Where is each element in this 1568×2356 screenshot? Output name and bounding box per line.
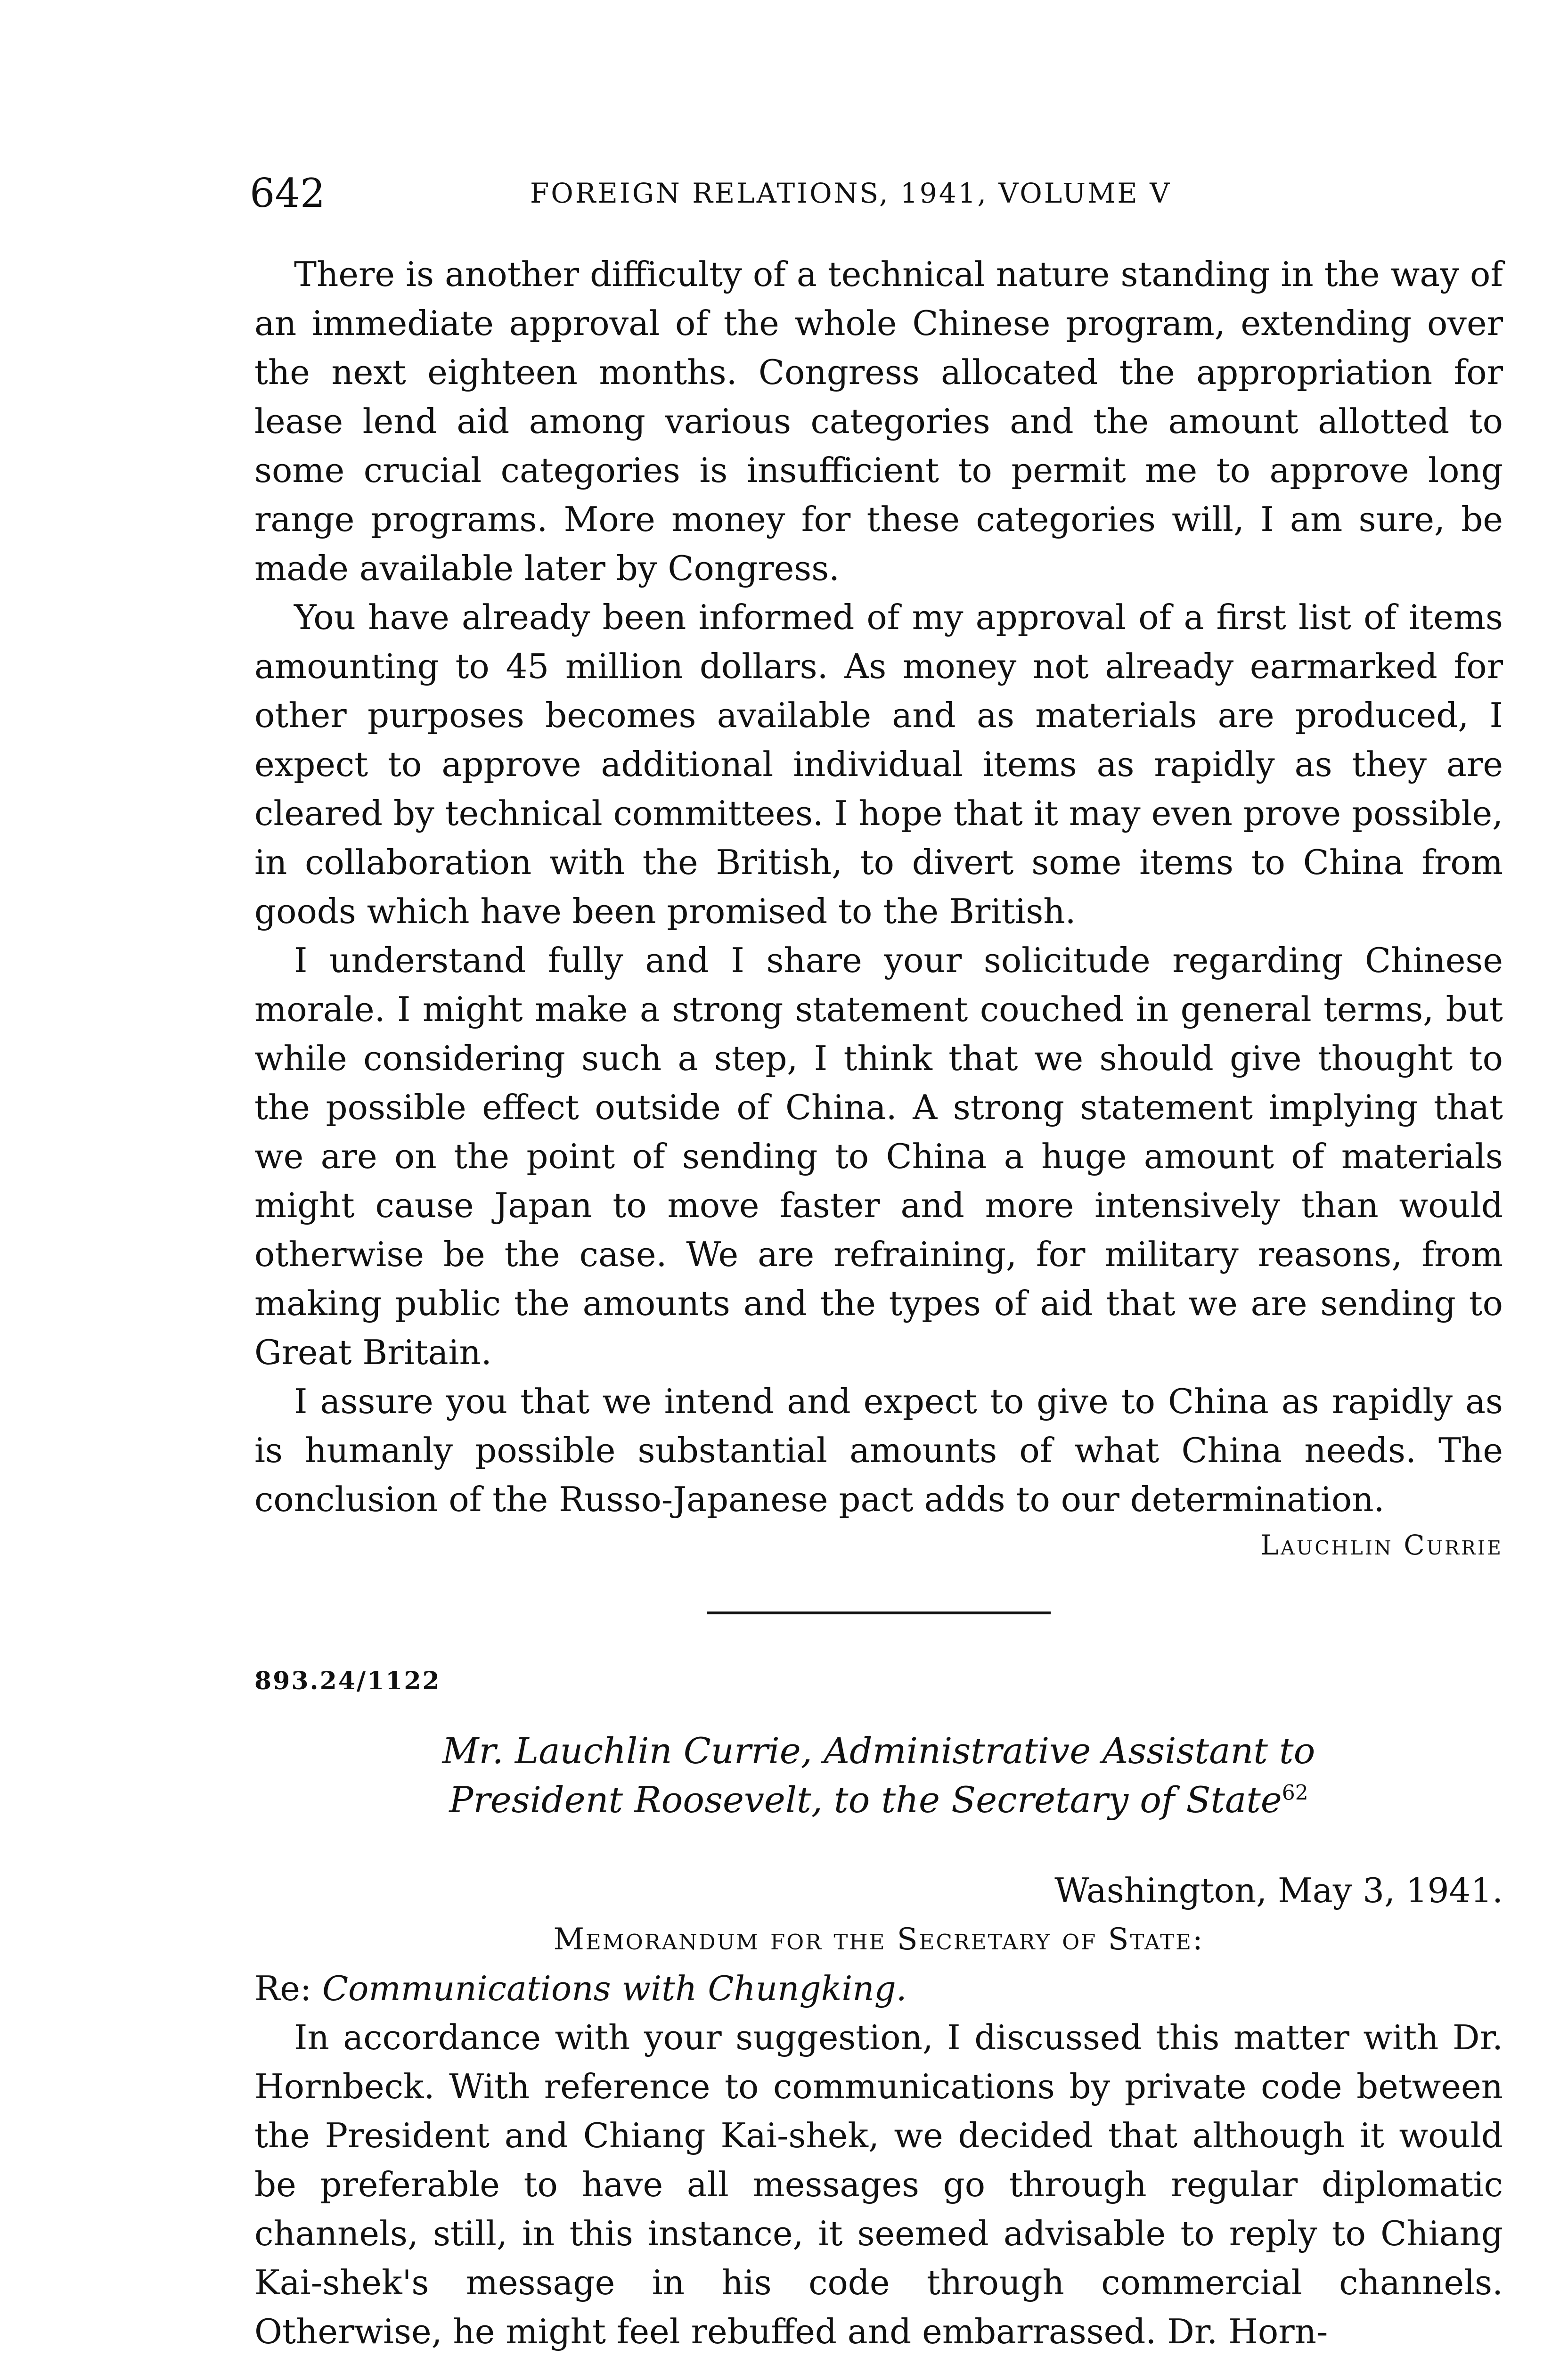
subject-text: Communications with Chungking. [322, 1969, 907, 2008]
letter-paragraph: You have already been informed of my approval of a first list of items amounting to 45 million dollars. As money not already earmarked for other purposes becomes available and as materials are produced, I expect to approve additional individual items as rapidly as they are cleared by technical committees. I hope that it may even prove possible, in collaboration with the British, to divert some items to China from goods which have been promised to the British. [254, 597, 1503, 931]
section-divider [707, 1612, 1051, 1614]
document-title [254, 1726, 1503, 1824]
footnote-reference: 62 [1282, 1781, 1308, 1805]
page-number: 642 [250, 170, 326, 216]
letter-paragraph: I understand fully and I share your solicitude regarding Chinese morale. I might make a strong statement couched in general terms, but while considering such a step, I think that we should give thought to the possible effect outside of China. A strong statement implying that we are on the point of sending to China a huge amount of materials might cause Japan to move faster and more intensively than would otherwise be the case. We are refraining, for military reasons, from making public the amounts and the types of aid that we are sending to Great Britain. [254, 941, 1503, 1372]
running-title: FOREIGN RELATIONS, 1941, VOLUME V [530, 177, 1172, 209]
subject-line [254, 1964, 1503, 2013]
memorandum-heading: Memorandum for the Secretary of State: [553, 1922, 1204, 1957]
letter-paragraph: There is another difficulty of a technical nature standing in the way of an immediate approval of the whole Chinese program, extending over the next eighteen months. Congress allocated the appropriation for lease lend aid among various categories and the amount allotted to some crucial categories is insufficient to permit me to approve long range programs. More money for these categories will, I am sure, be made available later by Congress. [254, 254, 1503, 588]
letter-paragraph: I assure you that we intend and expect to give to China as rapidly as is humanly possible substantial amounts of what China needs. The conclusion of the Russo-Japanese pact adds to our determination. [254, 1382, 1503, 1519]
document-title-text: Mr. Lauchlin Currie, Administrative Assistant to President Roosevelt, to the Secretary of State [442, 1730, 1315, 1821]
memorandum-body: In accordance with your suggestion, I discussed this matter with Dr. Hornbeck. With reference to communications by private code between the President and Chiang Kai-shek, we decided that although it would be preferable to have all messages go through regular diplomatic channels, still, in this instance, it seemed advisable to reply to Chiang Kai-shek's message in his code through commercial channels. Otherwise, he might feel rebuffed and embarrassed. Dr. Horn- [254, 2018, 1503, 2351]
page-body [254, 250, 1503, 2356]
running-header [250, 170, 1512, 217]
subject-label: Re: [254, 1969, 312, 2008]
letter-signature: Lauchlin Currie [1260, 1529, 1503, 1561]
dateline: Washington, May 3, 1941. [1054, 1871, 1503, 1910]
file-number: 893.24/1122 [254, 1667, 441, 1695]
